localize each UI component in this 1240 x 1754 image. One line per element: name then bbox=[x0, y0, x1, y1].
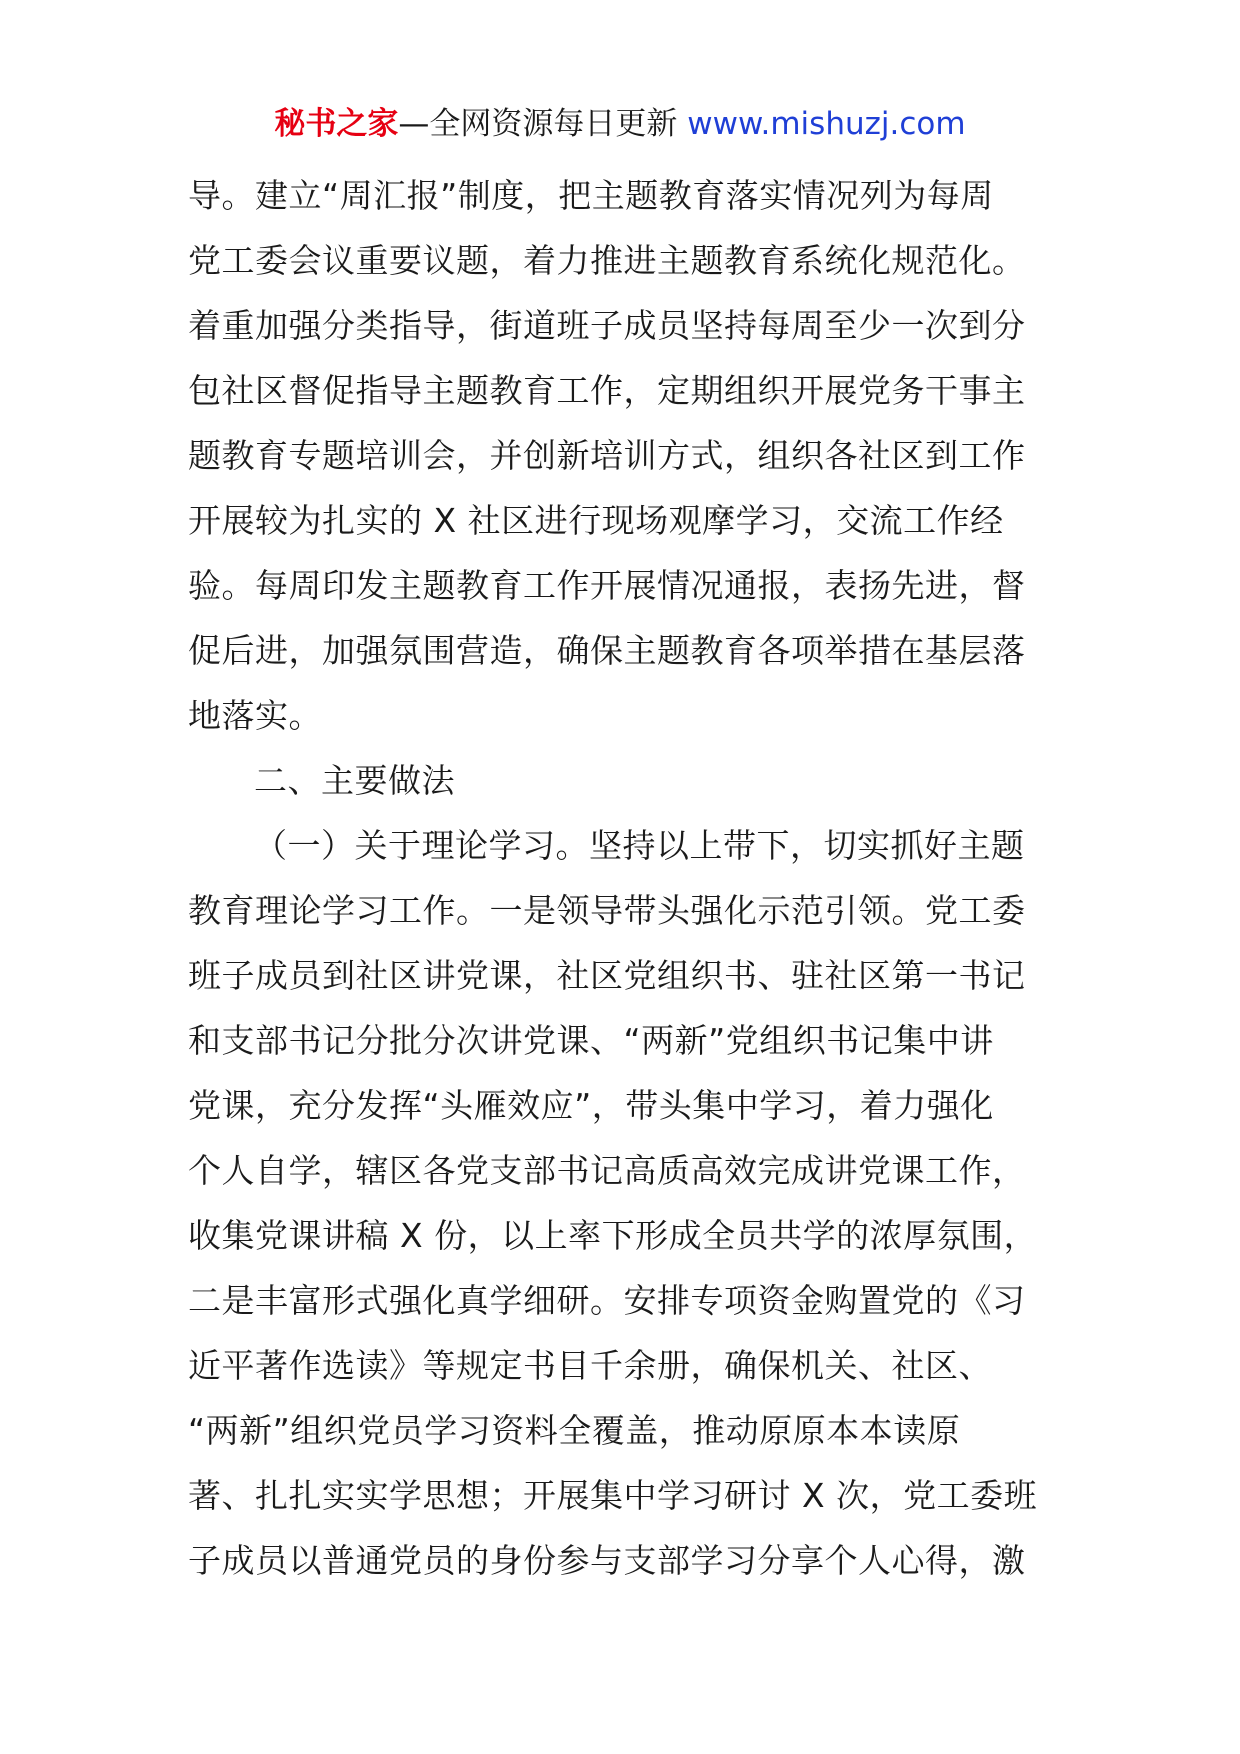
text-line: 着重加强分类指导，街道班子成员坚持每周至少一次到分 bbox=[188, 306, 1026, 345]
text-line: 开展较为扎实的 X 社区进行现场观摩学习，交流工作经 bbox=[188, 501, 1004, 540]
text-line: 地落实。 bbox=[188, 696, 322, 735]
site-url: www.mishuzj.com bbox=[687, 106, 966, 142]
brand-name: 秘书之家 bbox=[274, 106, 399, 142]
text-line: 教育理论学习工作。一是领导带头强化示范引领。党工委 bbox=[188, 891, 1026, 930]
subsection-line: （一）关于理论学习。坚持以上带下，切实抓好主题 bbox=[254, 826, 1025, 865]
text-line: 和支部书记分批分次讲党课、“两新”党组织书记集中讲 bbox=[188, 1021, 994, 1060]
text-line: 题教育专题培训会，并创新培训方式，组织各社区到工作 bbox=[188, 436, 1026, 475]
text-line: 著、扎扎实实学思想；开展集中学习研讨 X 次，党工委班 bbox=[188, 1476, 1038, 1515]
text-line: 收集党课讲稿 X 份，以上率下形成全员共学的浓厚氛围， bbox=[188, 1216, 1038, 1255]
text-line: 验。每周印发主题教育工作开展情况通报，表扬先进，督 bbox=[188, 566, 1026, 605]
text-line: 促后进，加强氛围营造，确保主题教育各项举措在基层落 bbox=[188, 631, 1026, 670]
page-header bbox=[0, 102, 1240, 146]
text-line: 班子成员到社区讲党课，社区党组织书、驻社区第一书记 bbox=[188, 956, 1026, 995]
text-line: 二是丰富形式强化真学细研。安排专项资金购置党的《习 bbox=[188, 1281, 1026, 1320]
document-body bbox=[188, 163, 1058, 1593]
text-line: 包社区督促指导主题教育工作，定期组织开展党务干事主 bbox=[188, 371, 1026, 410]
header-slogan: —全网资源每日更新 bbox=[398, 106, 688, 142]
text-line: 党课，充分发挥“头雁效应”，带头集中学习，着力强化 bbox=[188, 1086, 994, 1125]
text-line: 党工委会议重要议题，着力推进主题教育系统化规范化。 bbox=[188, 241, 1026, 280]
text-line: “两新”组织党员学习资料全覆盖，推动原原本本读原 bbox=[188, 1411, 961, 1450]
text-line: 个人自学，辖区各党支部书记高质高效完成讲党课工作， bbox=[188, 1151, 1026, 1190]
text-line: 子成员以普通党员的身份参与支部学习分享个人心得，激 bbox=[188, 1541, 1026, 1580]
text-line: 导。建立“周汇报”制度，把主题教育落实情况列为每周 bbox=[188, 176, 994, 215]
section-heading: 二、主要做法 bbox=[254, 761, 455, 800]
text-line: 近平著作选读》等规定书目千余册，确保机关、社区、 bbox=[188, 1346, 992, 1385]
